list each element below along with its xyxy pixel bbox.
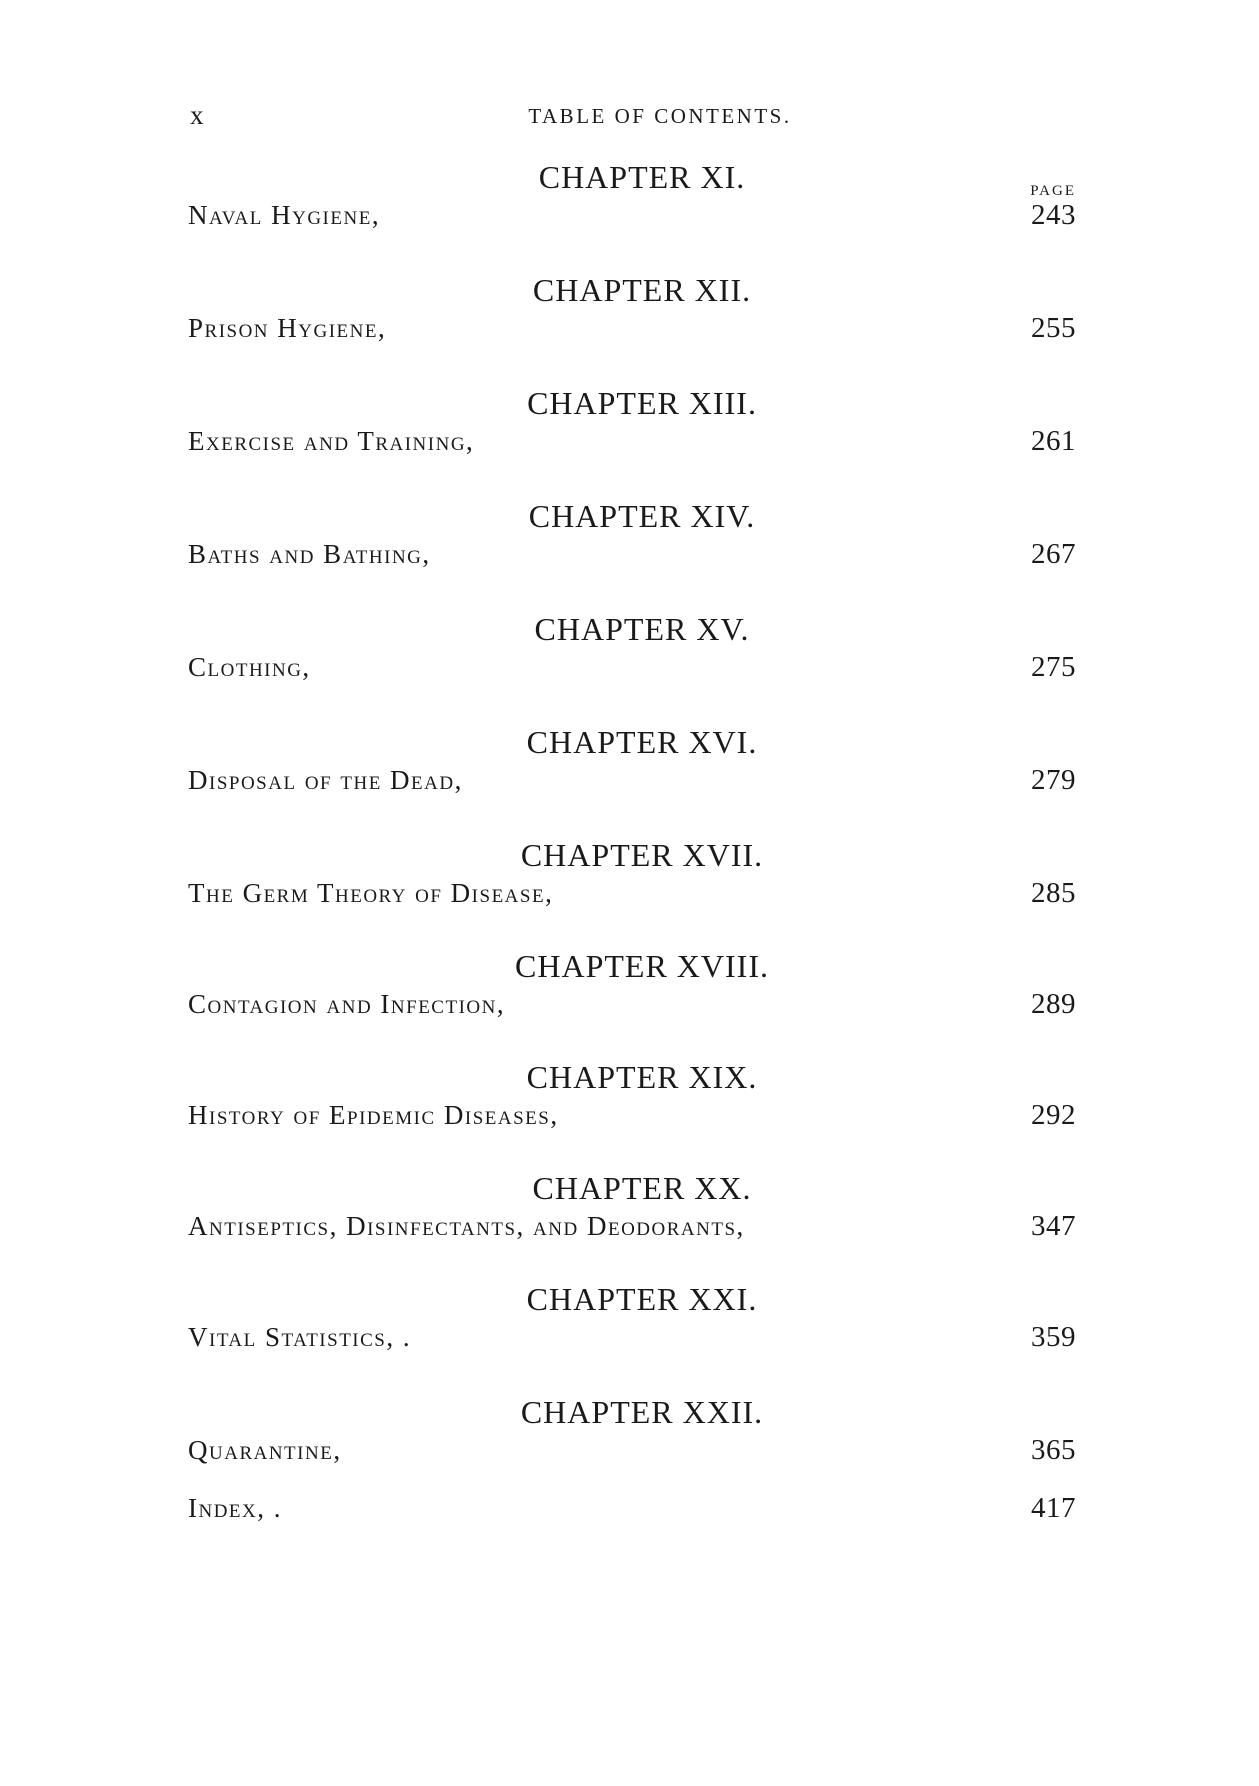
toc-entry	[188, 874, 1076, 912]
chapter-heading: CHAPTER XV.	[534, 611, 750, 647]
chapter-entry	[188, 271, 1076, 384]
toc-entry	[188, 535, 1076, 573]
chapter-heading: CHAPTER XIV.	[528, 498, 756, 534]
entry-page-number: 255	[1031, 312, 1076, 344]
chapter-entry	[188, 947, 1076, 1058]
running-head-title: TABLE OF CONTENTS.	[528, 104, 792, 128]
page-column-label: PAGE	[1030, 183, 1076, 199]
entry-page-number: 275	[1031, 651, 1076, 683]
entry-page-number: 292	[1031, 1099, 1076, 1131]
entry-title: Clothing,	[188, 652, 311, 682]
toc-entry	[188, 422, 1076, 460]
entry-title: The Germ Theory of Disease,	[188, 878, 554, 908]
entry-page-number: 347	[1031, 1210, 1076, 1242]
running-head	[190, 100, 1070, 132]
entry-title: Antiseptics, Disinfectants, and Deodorants,	[188, 1211, 745, 1241]
chapter-heading: CHAPTER XIII.	[527, 385, 757, 421]
entry-page-number: 417	[1031, 1492, 1076, 1524]
table-of-contents	[188, 158, 1076, 1529]
chapter-entry	[188, 384, 1076, 497]
chapter-heading: CHAPTER XVI.	[526, 724, 758, 760]
entry-title: Baths and Bathing,	[188, 539, 431, 569]
entry-title: Prison Hygiene,	[188, 313, 387, 343]
entry-title: Index, .	[188, 1493, 283, 1523]
chapter-entry	[188, 610, 1076, 723]
chapter-heading: CHAPTER XX.	[532, 1170, 752, 1206]
toc-entry	[188, 648, 1076, 686]
entry-page-number: 285	[1031, 877, 1076, 909]
chapter-heading: CHAPTER XVIII.	[515, 948, 769, 984]
chapter-heading: CHAPTER XXII.	[520, 1394, 764, 1430]
toc-entry	[188, 1318, 1076, 1356]
chapter-heading: CHAPTER XVII.	[520, 837, 764, 873]
entry-page-number: 267	[1031, 538, 1076, 570]
entry-page-number: 359	[1031, 1321, 1076, 1353]
entry-title: Exercise and Training,	[188, 426, 475, 456]
entry-title: Quarantine,	[188, 1435, 342, 1465]
chapter-entry	[188, 1280, 1076, 1393]
entry-title: Disposal of the Dead,	[188, 765, 463, 795]
entry-title: Contagion and Infection,	[188, 989, 506, 1019]
chapter-entry	[188, 1169, 1076, 1280]
entry-page-number: 243	[1031, 199, 1076, 231]
entry-title: Vital Statistics, .	[188, 1322, 412, 1352]
chapter-entry	[188, 723, 1076, 836]
entry-page-number: 279	[1031, 764, 1076, 796]
entry-title: History of Epidemic Diseases,	[188, 1100, 559, 1130]
chapter-entry	[188, 158, 1076, 271]
toc-entry	[188, 1096, 1076, 1134]
toc-entry	[188, 1431, 1076, 1469]
chapter-entry	[188, 1058, 1076, 1169]
toc-entry	[188, 196, 1076, 234]
chapter-heading: CHAPTER XI.	[538, 159, 746, 195]
chapter-entry	[188, 1393, 1076, 1489]
chapter-entry	[188, 836, 1076, 947]
chapter-heading: CHAPTER XXI.	[526, 1281, 758, 1317]
page-folio: x	[190, 100, 205, 130]
toc-entry	[188, 1207, 1076, 1245]
entry-page-number: 289	[1031, 988, 1076, 1020]
toc-entry	[188, 1489, 1076, 1527]
toc-entry	[188, 985, 1076, 1023]
chapter-entry	[188, 497, 1076, 610]
index-entry	[188, 1489, 1076, 1529]
entry-page-number: 365	[1031, 1434, 1076, 1466]
toc-entry	[188, 309, 1076, 347]
entry-title: Naval Hygiene,	[188, 200, 381, 230]
chapter-heading: CHAPTER XII.	[532, 272, 752, 308]
entry-page-number: 261	[1031, 425, 1076, 457]
toc-entry	[188, 761, 1076, 799]
chapter-heading: CHAPTER XIX.	[526, 1059, 758, 1095]
